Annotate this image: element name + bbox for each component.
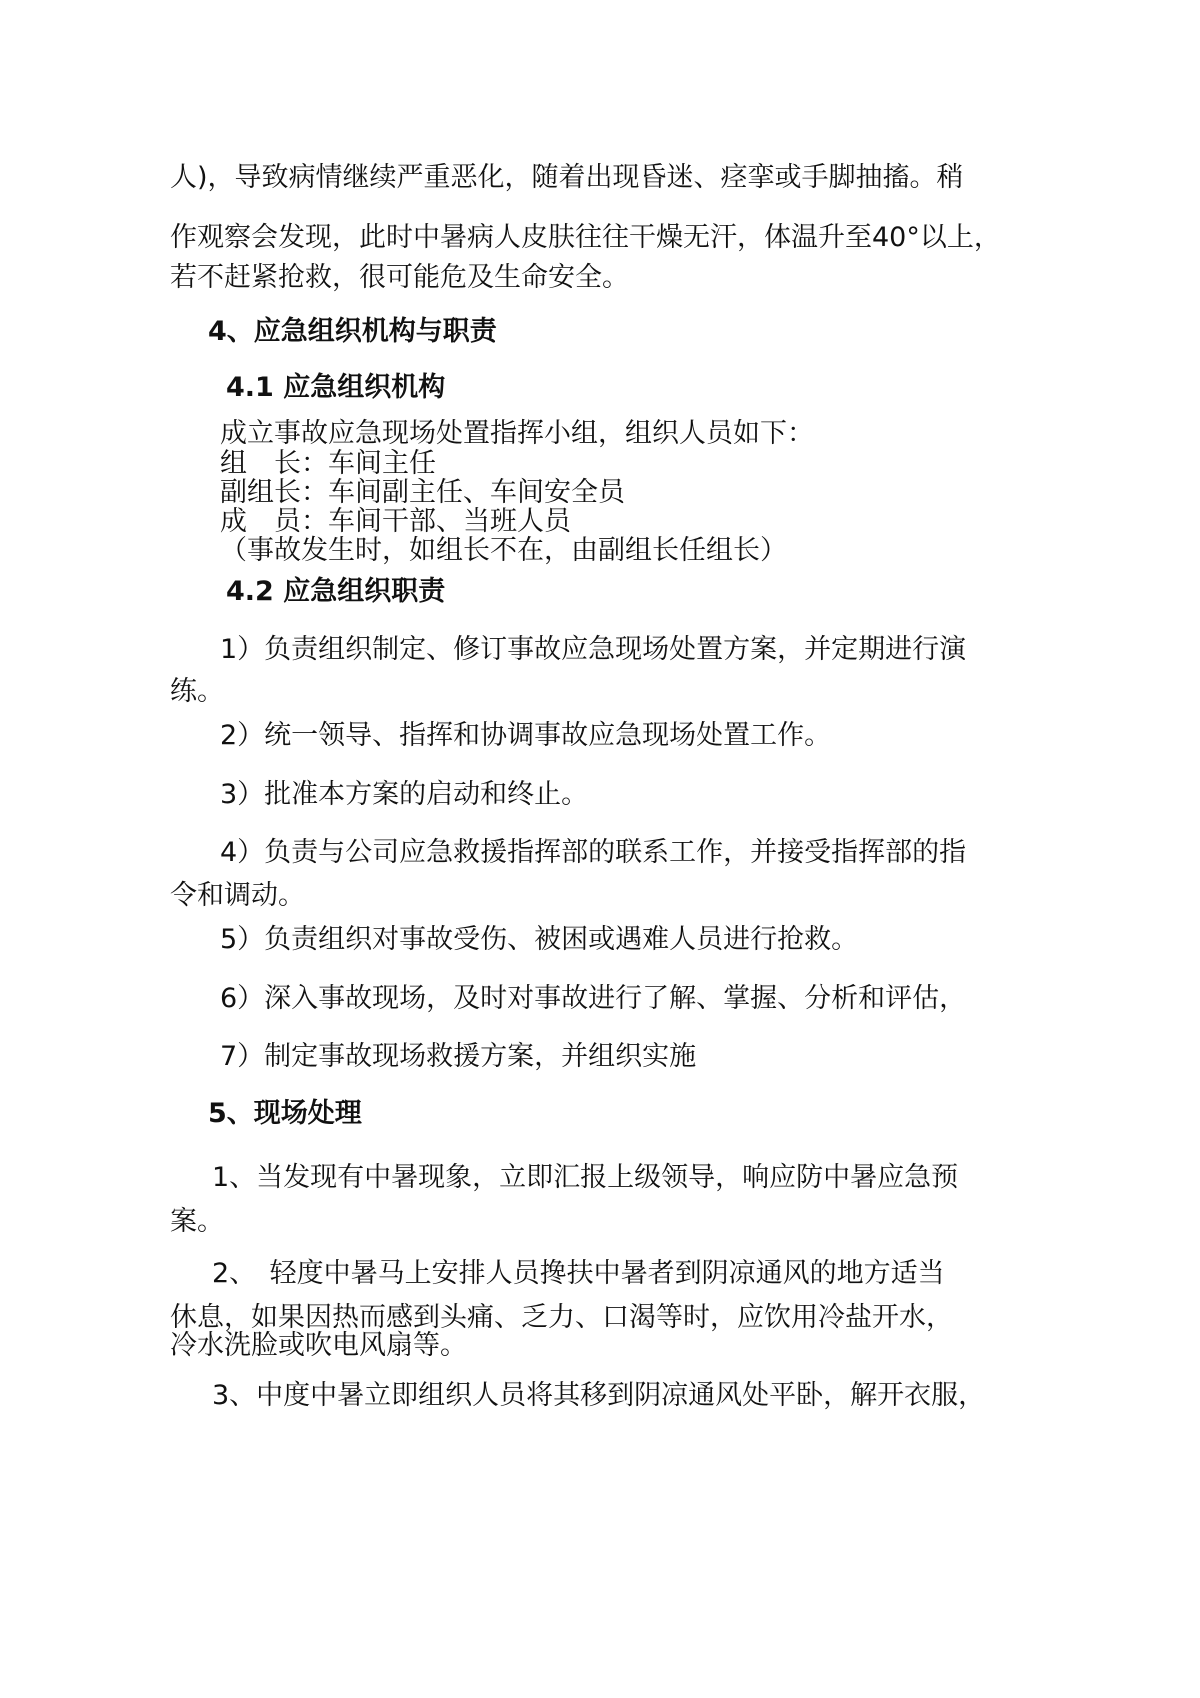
duty-item-1-cont: 练。 [170, 676, 224, 707]
handling-line-4: 休息，如果因热而感到头痛、乏力、口渴等时，应饮用冷盐开水， [170, 1302, 953, 1333]
duty-item-1: 1）负责组织制定、修订事故应急现场处置方案，并定期进行演 [220, 634, 967, 665]
org-line-5: （事故发生时，如组长不在，由副组长任组长） [220, 535, 787, 566]
duty-item-2: 2）统一领导、指挥和协调事故应急现场处置工作。 [220, 720, 832, 751]
section-4-1-heading: 4.1 应急组织机构 [226, 372, 446, 403]
duty-item-6: 6）深入事故现场，及时对事故进行了解、掌握、分析和评估， [220, 983, 967, 1014]
duty-item-5: 5）负责组织对事故受伤、被困或遇难人员进行抢救。 [220, 924, 859, 955]
duty-item-3: 3）批准本方案的启动和终止。 [220, 779, 589, 810]
duty-item-4-cont: 令和调动。 [170, 880, 305, 911]
handling-line-3: 2、 轻度中暑马上安排人员搀扶中暑者到阴凉通风的地方适当 [212, 1258, 945, 1289]
section-5-heading: 5、现场处理 [208, 1098, 362, 1129]
intro-line-3: 若不赶紧抢救，很可能危及生命安全。 [170, 262, 629, 293]
section-4-heading: 4、应急组织机构与职责 [208, 316, 497, 347]
org-line-2: 组 长：车间主任 [220, 448, 436, 479]
org-line-1: 成立事故应急现场处置指挥小组，组织人员如下： [220, 418, 814, 449]
org-line-3: 副组长：车间副主任、车间安全员 [220, 477, 625, 508]
handling-line-1: 1、当发现有中暑现象，立即汇报上级领导，响应防中暑应急预 [212, 1162, 959, 1193]
intro-line-2: 作观察会发现，此时中暑病人皮肤往往干燥无汗，体温升至40°以上， [170, 222, 1001, 253]
handling-line-5: 冷水洗脸或吹电风扇等。 [170, 1330, 467, 1361]
handling-line-6: 3、中度中暑立即组织人员将其移到阴凉通风处平卧，解开衣服， [212, 1380, 986, 1411]
org-line-4: 成 员：车间干部、当班人员 [220, 506, 571, 537]
intro-line-1: 人)，导致病情继续严重恶化，随着出现昏迷、痉挛或手脚抽搐。稍 [170, 162, 964, 193]
duty-item-4: 4）负责与公司应急救援指挥部的联系工作，并接受指挥部的指 [220, 837, 967, 868]
handling-line-2: 案。 [170, 1206, 224, 1237]
duty-item-7: 7）制定事故现场救援方案，并组织实施 [220, 1041, 697, 1072]
section-4-2-heading: 4.2 应急组织职责 [226, 576, 446, 607]
